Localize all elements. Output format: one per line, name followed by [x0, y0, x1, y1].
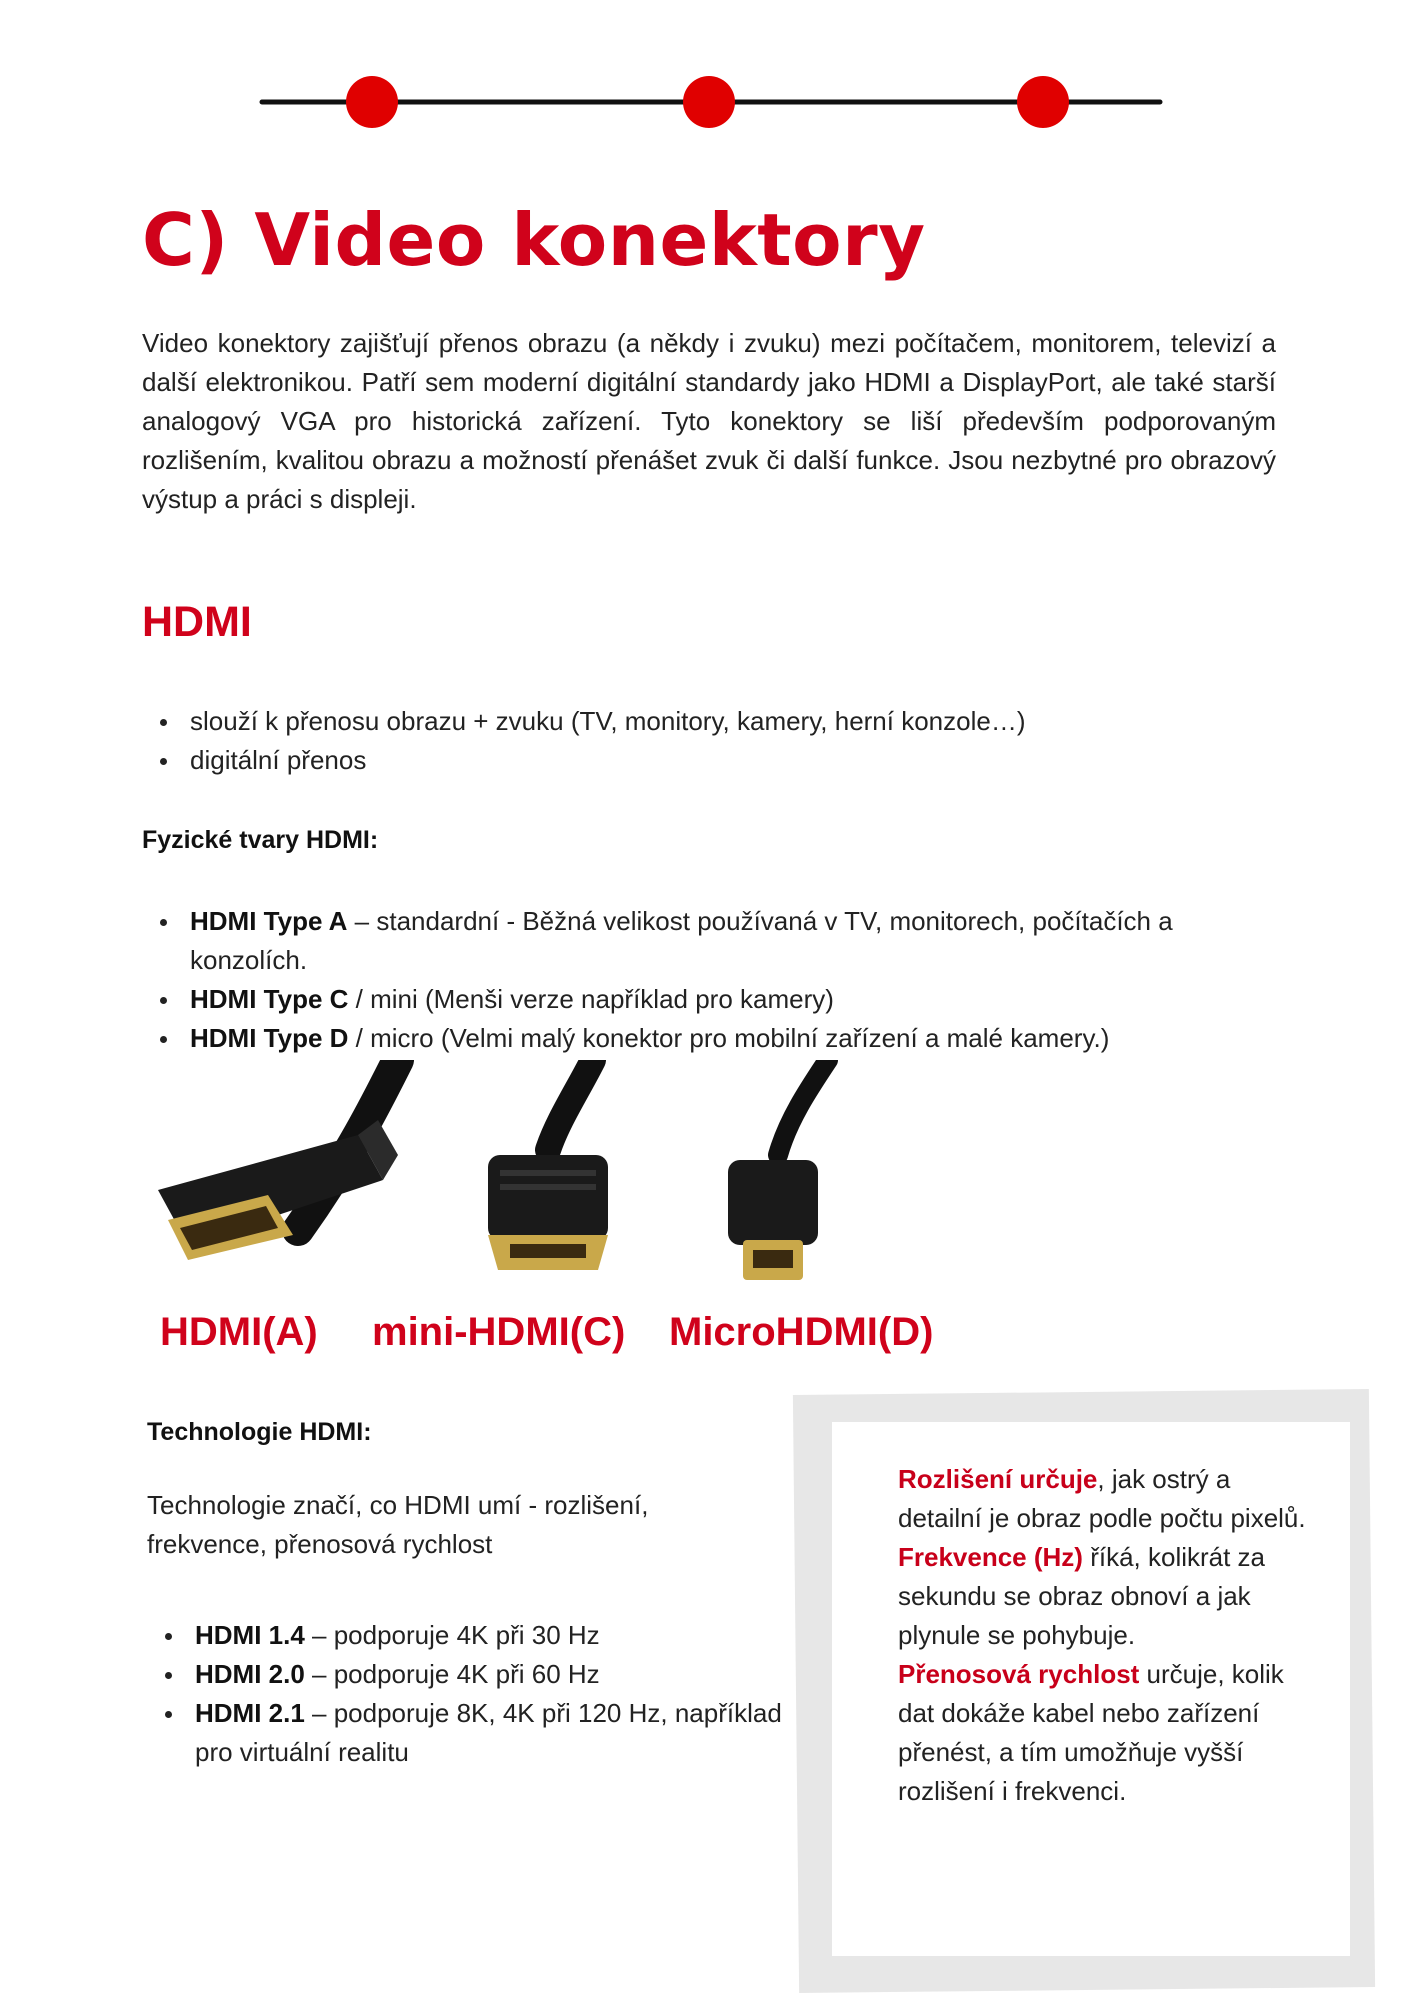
form-name: HDMI Type C [190, 984, 349, 1014]
page-title: C) Video konektory [142, 198, 926, 282]
version-name: HDMI 1.4 [195, 1620, 305, 1650]
hdmi-versions-list [147, 1616, 787, 1772]
card-definition: určuje, kolik dat dokáže kabel nebo zařízení přenést, a tím umožňuje vyšší rozlišení i frekvenci. [898, 1659, 1284, 1806]
forms-heading: Fyzické tvary HDMI: [142, 826, 379, 854]
list-item [142, 1019, 1262, 1058]
list-item [142, 980, 1262, 1019]
form-desc: – standardní - Běžná velikost používaná v TV, monitorech, počítačích a konzolích. [190, 906, 1173, 975]
card-item-transfer-rate [898, 1655, 1318, 1811]
card-term: Rozlišení určuje [898, 1464, 1098, 1494]
form-name: HDMI Type A [190, 906, 348, 936]
version-desc: – podporuje 4K při 30 Hz [304, 1620, 600, 1650]
version-name: HDMI 2.1 [195, 1698, 305, 1728]
card-definition: říká, kolikrát za sekundu se obraz obnoví a jak plynule se pohybuje. [898, 1542, 1266, 1650]
caption-mini-hdmi-c: mini-HDMI(C) [372, 1310, 626, 1354]
list-item: slouží k přenosu obrazu + zvuku (TV, monitory, kamery, herní konzole…) [142, 702, 1292, 741]
technology-heading: Technologie HDMI: [147, 1418, 372, 1446]
hdmi-type-c-illustration [488, 1060, 608, 1270]
intro-paragraph: Video konektory zajišťují přenos obrazu (a někdy i zvuku) mezi počítačem, monitorem, televizí a další elektronikou. Patří sem moderní digitální standardy jako HDMI a DisplayPort, ale také starší analogový VGA pro historická zařízení. Tyto konektory se liší především podporovaným rozlišením, kvalitou obrazu a možností přenášet zvuk či další funkce. Jsou nezbytné pro obrazový výstup a práci s displeji. [142, 328, 1276, 514]
info-card-text [898, 1460, 1318, 1811]
hdmi-connectors-photo [148, 1060, 948, 1300]
list-item [147, 1694, 787, 1772]
card-item-frequency [898, 1538, 1318, 1655]
technology-text: Technologie značí, co HDMI umí - rozlišení, frekvence, přenosová rychlost [147, 1490, 649, 1559]
caption-hdmi-a: HDMI(A) [160, 1310, 318, 1354]
version-desc: – podporuje 4K při 60 Hz [304, 1659, 600, 1689]
hdmi-forms-list [142, 902, 1262, 1058]
header-decoration [0, 0, 1414, 160]
list-item [147, 1616, 787, 1655]
version-name: HDMI 2.0 [195, 1659, 305, 1689]
card-term: Přenosová rychlost [898, 1659, 1140, 1689]
hdmi-type-a-illustration [158, 1060, 398, 1260]
list-item [142, 902, 1262, 980]
card-term: Frekvence (Hz) [898, 1542, 1083, 1572]
hdmi-type-d-illustration [728, 1060, 828, 1280]
card-item-resolution [898, 1460, 1318, 1538]
card-definition: , jak ostrý a detailní je obraz podle počtu pixelů. [898, 1464, 1306, 1533]
form-desc: / mini (Menši verze například pro kamery) [348, 984, 834, 1014]
form-name: HDMI Type D [190, 1023, 349, 1053]
hdmi-bullet-list [142, 702, 1292, 780]
list-item [147, 1655, 787, 1694]
version-desc: – podporuje 8K, 4K při 120 Hz, například pro virtuální realitu [195, 1698, 782, 1767]
section-heading-hdmi: HDMI [142, 598, 252, 646]
caption-micro-hdmi-d: MicroHDMI(D) [669, 1310, 934, 1354]
list-item: digitální přenos [142, 741, 1292, 780]
form-desc: / micro (Velmi malý konektor pro mobilní zařízení a malé kamery.) [348, 1023, 1110, 1053]
